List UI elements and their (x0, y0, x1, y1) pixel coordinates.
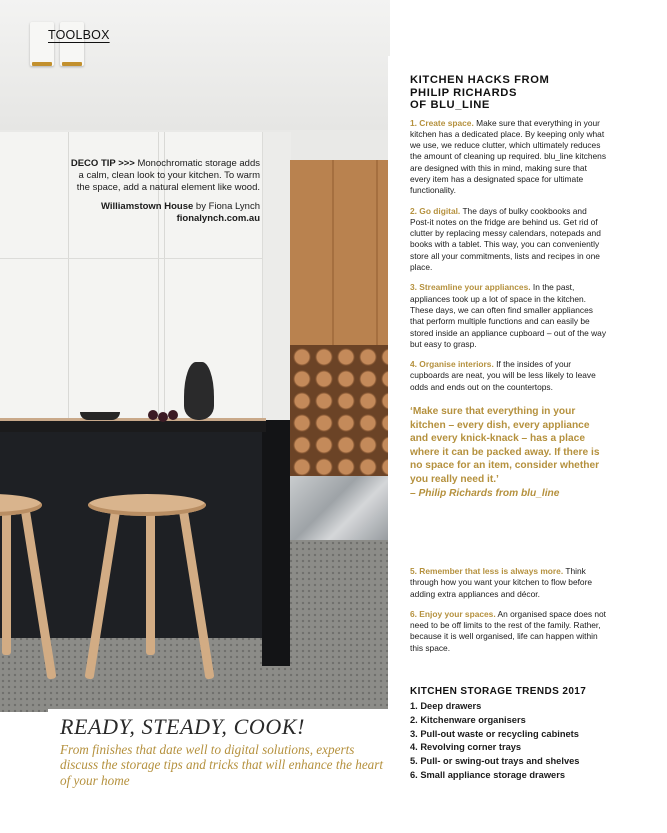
tip-title: 4. Organise interiors. (410, 359, 494, 370)
deco-tip (68, 158, 260, 225)
credit-title: Williamstown House (100, 201, 194, 212)
ceiling (0, 0, 390, 130)
list-item: 3. Pull-out waste or recycling cabinets (410, 728, 579, 739)
deco-tip-label: DECO TIP >>> (70, 158, 135, 169)
tip-text: Make sure that everything in your kitchen has a dedicated place. By keeping only what we use, we reduce clutter, which ultimately reduces the amount of cleaning up required. blu_line kitchens are designed with this in mind, making sure that every item has a designated space for ultimate functionality. (410, 117, 607, 196)
standfirst: From finishes that date well to digital solutions, experts discuss the storage tips and tricks that will enhance the heart of your home (60, 742, 384, 788)
photo-credit (68, 201, 260, 225)
storage-trends-box (410, 686, 610, 783)
timber-panel (290, 160, 390, 350)
wall-pillar (262, 132, 291, 432)
tip-title: 3. Streamline your appliances. (410, 282, 531, 293)
marble-plinth (290, 476, 390, 546)
column-gutter (388, 56, 390, 712)
credit-by: by Fiona Lynch (193, 201, 260, 212)
tip-text: In the past, appliances took up a lot of space in the kitchen. These days, we can often find smaller appliances that perform multiple functions and can easily be stored inside an appliance cupboard – out of the way but easy to grasp. (410, 282, 607, 349)
section-label: TOOLBOX (48, 28, 110, 42)
article-heading-line: KITCHEN HACKS FROM (410, 74, 550, 86)
article-column-continued (410, 566, 606, 663)
tip-text: Think through how you want your kitchen to flow before adding extra appliances and décor. (410, 566, 593, 599)
tip-paragraph (410, 282, 606, 350)
fruit (158, 412, 168, 422)
article-heading (410, 74, 606, 112)
tip-title: 1. Create space. (410, 117, 474, 128)
article-column (410, 74, 606, 518)
stool-leg (146, 505, 155, 655)
pull-quote (410, 405, 606, 500)
tip-title: 6. Enjoy your spaces. (410, 608, 496, 619)
pull-quote-attribution: – Philip Richards from blu_line (410, 487, 560, 499)
article-heading-line: PHILIP RICHARDS (410, 86, 518, 99)
list-item: 5. Pull- or swing-out trays and shelves (410, 756, 580, 767)
list-item: 2. Kitchenware organisers (410, 714, 526, 725)
fruit (148, 410, 158, 420)
tip-title: 5. Remember that less is always more. (410, 566, 564, 576)
island-end-panel (262, 420, 290, 666)
fruit (168, 410, 178, 420)
tip-paragraph (410, 118, 606, 197)
tip-text: The days of bulky cookbooks and Post-it notes on the fridge are behind us. Get rid of clutter by replacing messy calendars, notepads and books with a tablet. This way, you can conveniently store all your commitments, lists and recipes in one place. (410, 205, 601, 273)
tip-paragraph (410, 609, 606, 654)
cabinet-seam (0, 258, 262, 259)
firewood-stack (290, 345, 390, 477)
trends-heading: KITCHEN STORAGE TRENDS 2017 (410, 686, 587, 697)
tip-text: If the insides of your cupboards are neat, you will be less likely to leave odds and ends out on the countertops. (410, 359, 596, 392)
bowl (80, 412, 120, 420)
black-vase (184, 362, 214, 420)
tip-title: 2. Go digital. (410, 205, 461, 216)
list-item: 1. Deep drawers (410, 701, 482, 711)
article-heading-line: OF BLU_LINE (410, 99, 490, 111)
stool-seat (88, 494, 206, 516)
benchtop-board (0, 418, 266, 421)
credit-url: fionalynch.com.au (176, 213, 260, 224)
stool-leg (2, 505, 11, 655)
list-item: 6. Small appliance storage drawers (410, 769, 566, 780)
tip-paragraph (410, 566, 606, 600)
pull-quote-text: ‘Make sure that everything in your kitchen – every dish, every appliance and every knick-knack – has a place where it can be packed away. If there is no space for an item, consider whether you really need it.’ (410, 406, 600, 485)
tip-paragraph (410, 206, 606, 274)
trends-list (410, 700, 610, 783)
list-item: 4. Revolving corner trays (410, 742, 522, 753)
tip-text: An organised space does not need to be off limits to the rest of the family. Rather, because it is well organised, life can happen within this space. (410, 608, 607, 653)
tip-paragraph (410, 359, 606, 393)
headline: READY, STEADY, COOK! (60, 714, 306, 739)
kitchen-photo (0, 0, 390, 712)
deco-tip-text: Monochromatic storage adds a calm, clean look to your kitchen. To warm the space, add a natural element like wood. (76, 158, 260, 193)
